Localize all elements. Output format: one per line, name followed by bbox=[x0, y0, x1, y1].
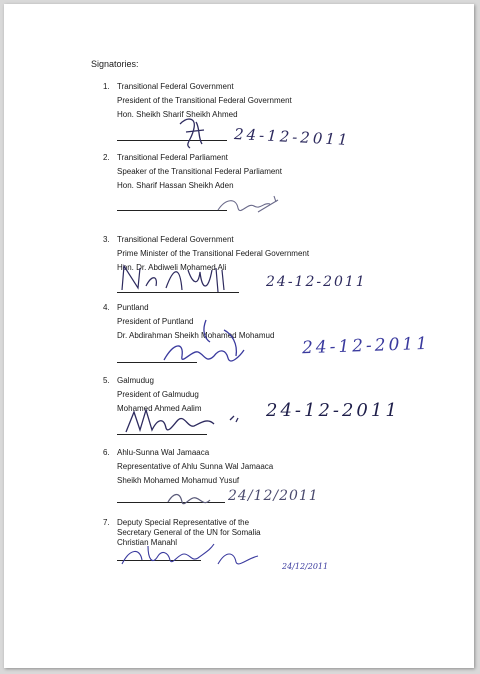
signature-date: 24/12/2011 bbox=[282, 562, 329, 571]
entry-role: Secretary General of the UN for Somalia bbox=[117, 528, 261, 537]
entry-organization: Ahlu-Sunna Wal Jamaaca bbox=[117, 448, 210, 457]
signature-scrawl bbox=[118, 538, 278, 572]
entry-organization: Transitional Federal Government bbox=[117, 235, 234, 244]
signature-date: 24-12-2011 bbox=[233, 124, 351, 150]
signatory-entry-1 bbox=[103, 80, 443, 122]
entry-organization: Transitional Federal Parliament bbox=[117, 153, 228, 162]
signatory-entry-2 bbox=[103, 151, 443, 193]
entry-number: 5. bbox=[103, 376, 110, 385]
entry-number: 2. bbox=[103, 153, 110, 162]
entry-number: 3. bbox=[103, 235, 110, 244]
entry-name: Hon. Dr. Abdiweli Mohamed Ali bbox=[117, 263, 227, 272]
signature-scrawl bbox=[174, 114, 214, 150]
document-page bbox=[4, 4, 474, 668]
signature-scrawl bbox=[122, 404, 252, 438]
signatories-heading: Signatories: bbox=[91, 59, 139, 69]
signature-date: 24/12/2011 bbox=[228, 488, 319, 504]
entry-organization: Puntland bbox=[117, 303, 149, 312]
signature-date: 24-12-2011 bbox=[266, 400, 400, 421]
entry-number: 7. bbox=[103, 518, 110, 527]
entry-role: President of Puntland bbox=[117, 317, 194, 326]
entry-organization: Transitional Federal Government bbox=[117, 82, 234, 91]
entry-role: Speaker of the Transitional Federal Parliament bbox=[117, 167, 282, 176]
entry-number: 4. bbox=[103, 303, 110, 312]
entry-name: Sheikh Mohamed Mohamud Yusuf bbox=[117, 476, 240, 485]
entry-number: 1. bbox=[103, 82, 110, 91]
signature-scrawl bbox=[116, 262, 246, 296]
entry-number: 6. bbox=[103, 448, 110, 457]
signature-scrawl bbox=[214, 192, 284, 218]
entry-role: President of Galmudug bbox=[117, 390, 199, 399]
entry-name: Dr. Abdirahman Sheikh Mohamed Mohamud bbox=[117, 331, 275, 340]
entry-name: Hon. Sharif Hassan Sheikh Aden bbox=[117, 181, 234, 190]
signature-date: 24-12-2011 bbox=[266, 274, 367, 290]
entry-role: President of the Transitional Federal Government bbox=[117, 96, 292, 105]
entry-organization: Deputy Special Representative of the bbox=[117, 518, 250, 527]
entry-role: Prime Minister of the Transitional Federal Government bbox=[117, 249, 310, 258]
entry-name: Mohamed Ahmed Aalim bbox=[117, 404, 202, 413]
signature-line bbox=[117, 210, 227, 211]
entry-name: Christian Manahl bbox=[117, 538, 178, 547]
entry-role: Representative of Ahlu Sunna Wal Jamaaca bbox=[117, 462, 274, 471]
entry-name: Hon. Sheikh Sharif Sheikh Ahmed bbox=[117, 110, 238, 119]
signatory-entry-6 bbox=[103, 446, 443, 488]
signature-date: 24-12-2011 bbox=[301, 333, 431, 359]
entry-organization: Galmudug bbox=[117, 376, 154, 385]
signature-scrawl bbox=[154, 316, 264, 370]
signature-scrawl bbox=[164, 488, 214, 510]
